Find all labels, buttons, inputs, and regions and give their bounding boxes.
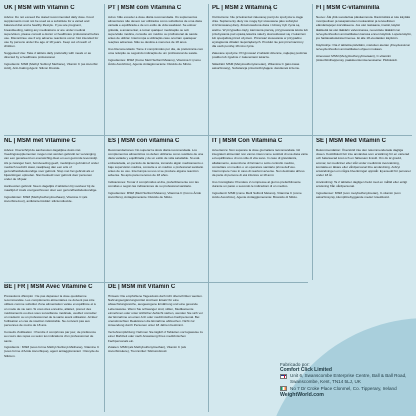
block-title: FI | MSM C-vitamiinilla bbox=[316, 5, 380, 11]
uk-address: Unit 6, Swanscombe Enterprise Centre, Ball & Ball Road, Swanscombe, Kent, TN14 5LJ, UK bbox=[290, 373, 407, 384]
usage-text: Användning: Ta 2 tabletter dagligen helst med en måltid eller enligt anvisning från vårdpersonal. bbox=[316, 179, 408, 189]
block-it bbox=[212, 138, 308, 280]
usage-text: Zalecane spożycie: Przyjmować 2 tabletki dziennie, najlepiej podczas posiłku lub zgodnie z zaleceniami lekarza. bbox=[212, 51, 308, 60]
manufacturer-info bbox=[280, 362, 412, 399]
advice-text: Recomendaciones: No superar la dosis diaria recomendada. Los complementos alimenticios no deben utilizarse como sustituto de una dieta variada y equilibrada y de un estilo de vida saludable. Si está embarazada, en período de lactancia, tomando algún medicamento o bajo supervisión médica, consulte a un médico o profesional sanitario antes de su uso. Interrumpa su uso si se produce alguna reacción adversa. No apto para menores de 18 años. bbox=[108, 148, 204, 178]
usage-text: Aanbevolen gebruik: Neem dagelijks 2 tabletten bij voorkeur bij de maaltijd of zoals voorgeschreven door een gezondheidsdeskundige. bbox=[4, 184, 98, 193]
row-divider bbox=[4, 135, 412, 136]
usage-text: Uso Consigliato: Prendere 2 compresse al giorno preferibilmente durante un pasto o secondo le indicazioni di un medico. bbox=[212, 179, 301, 189]
ingredients-text: Ingredients: MSM (Methyl Sulfonyl Methane), Vitamin C (as Ascorbic Acid), Anti-Caking Agent: Silicon Dioxide. bbox=[4, 62, 98, 71]
advice-text: Ostrzeżenie: Nie przekraczać zalecanej porcji do spożycia w ciągu dnia. Suplementy diety nie mogą być stosowane jako substytut zróżnicowanej diety. Zrównoważona dieta i zdrowy tryb życia są ważne. W przypadku ciąży, karmienia piersią, przyjmowania leków lub przebywania pod opieką lekarza należy skonsultować się z lekarzem lub specjalistą przed użyciem. Przerwać stosowanie w przypadku wystąpienia działań niepożądanych. Produkt nie jest przeznaczony dla osób poniżej 18 roku życia. bbox=[212, 15, 308, 49]
ingredients-text: Ingredientes: MSM (Como Metil Sulfonil Metano), Vitamina C (como Ácido Ascórbico), Agente Antiaglomerante: Dióxido de Silício. bbox=[108, 57, 201, 67]
ingredients-text: Ingrédients : MSM (sous forme Méthyl-Sulfonyl-Méthane), Vitamine C (sous forme d'Acide Ascorbique), agent antiagglomérant : Dioxyde de Silicium. bbox=[4, 345, 100, 358]
block-uk bbox=[4, 5, 100, 133]
block-de bbox=[108, 284, 204, 412]
manufacturer-label: Fabricado por: bbox=[280, 362, 310, 367]
block-be-fr bbox=[4, 284, 100, 412]
ingredients-text: Ainesosat: MSM (Metyylisulfonyylimetaani), C-vitamiini (Askorbiinihappona), paakkuuntumisenestoaine: Piidioksidi. bbox=[316, 53, 398, 62]
block-title: SE | MSM Med Vitamin C bbox=[316, 138, 386, 144]
usage-text: Conseils d'utilisation : Prendre 2 comprimés par jour, de préférence au cours des repas ou selon les indications d'un professionnel de santé. bbox=[4, 330, 97, 343]
block-title: PT | MSM com Vitamina C bbox=[108, 5, 182, 11]
advice-text: Advice: Do not exceed the stated recommended daily dose. Food supplements must not be used as a substitute for a varied and balanced diet and a healthy lifestyle. If you are pregnant, breastfeeding, taking any medications or are under medical supervision, please consult a doctor or healthcare professional before use. Discontinue use if any adverse reactions occur. Not intended for use by persons under the age of 18 years. Keep out of reach of children. bbox=[4, 15, 100, 49]
block-pt bbox=[108, 5, 204, 133]
company-name: Comfort Click Limited bbox=[280, 366, 332, 373]
block-fi bbox=[316, 5, 412, 133]
ie-address: No 7 Dr Croke Place Clonmel, Co. Tipperary, Ireland bbox=[290, 385, 397, 391]
block-title: ES | MSM con vitamina C bbox=[108, 138, 180, 144]
advice-text: Avvertenze: Non superare la dose giornaliera raccomandata. Gli integratori alimentari non vanno intesi come sostituti di una dieta varia ed equilibrata e di uno stile di vita sano. In caso di gravidanza, allattamento, assunzione di farmaci o sotto controllo medico, consultare un medico o un operatore sanitario prima dell'uso. Interrompere l'uso in caso di reazioni avverse. Non destinato all'uso da parte di persone di età inferiore ai 18 anni. bbox=[212, 148, 308, 178]
usage-text: Indicaciones: Tomar 2 comprimidos al día, preferiblemente con las comidas o según las indicaciones de su profesional sanitario. bbox=[108, 179, 199, 189]
block-pl bbox=[212, 5, 308, 133]
block-nl bbox=[4, 138, 100, 280]
advice-text: Rekommendation: Överskrid inte den rekommenderade dagliga dosen. Kosttillskott bör inte användas som ersättning för en varierad och balanserad kost och en hälsosam livsstil. Om du är gravid, ammar, tar mediciner eller står under medicinsk övervakning, kontakta en läkare eller vårdpersonal före användning. Avbryt användningen om några biverkningar uppstår. Ej avsedd för personer under 18 år. bbox=[316, 148, 411, 178]
website-link[interactable]: WeightWorld.com bbox=[280, 392, 324, 399]
ingredients-text: Składniki: MSM (Metylosulfonylometan), Witamina C (jako kwas askorbinowy), Substancja przeciwzbrylająca: dwutlenek krzemu. bbox=[212, 62, 301, 71]
advice-text: Advies: Overschrijd de aanbevolen dagelijkse dosis niet. Voedingssupplementen mogen niet worden gebruikt ter vervanging van een gevarieerd en evenwichtig dieet en een gezonde levensstijl. Als je zwanger bent, borstvoeding geeft, medicijnen gebruikt of onder medisch toezicht staat, raadpleeg dan een arts of gezondheidsdeskundige voor gebruik. Stop met het gebruik als er bijwerkingen optreden. Niet bedoeld voor gebruik door personen onder de 18 jaar. bbox=[4, 148, 99, 182]
usage-text: Suggested Use: Take 2 tablets daily preferably with meals or as directed by a healthcare professional. bbox=[4, 51, 91, 60]
ireland-flag-icon bbox=[280, 386, 287, 391]
usage-text: Verzehrempfehlung: Nehmen Sie täglich 2 Tabletten vorzugsweise zu einer Mahlzeit oder nach Anweisung Ihres medizinischen Fachpersonals ein. bbox=[108, 330, 204, 343]
column-divider bbox=[208, 4, 209, 412]
ingredients-text: Ingrediënten: MSM (Methylsulfonylmethaan), Vitamine C (als Ascorbinezuur), antiklontermiddel: siliciumdioxide. bbox=[4, 195, 88, 204]
uk-address-row bbox=[280, 373, 412, 384]
block-title: BE | FR | MSM Avec Vitamine C bbox=[4, 284, 93, 290]
block-title: DE | MSM mit Vitamin C bbox=[108, 284, 176, 290]
block-title: PL | MSM z Witaminą C bbox=[212, 5, 278, 11]
block-se bbox=[316, 138, 412, 280]
row-divider bbox=[4, 282, 308, 283]
advice-text: Neuvo: Älä ylitä suositeltua päiväannosta. Ravintolisiä ei tule käyttää monipuolisen ja tasapainoisen ruokavalion ja terveellisten elämäntapojen korvikkeena. Jos olet raskaana, imetät, käytät lääkkeitä tai olet lääkärin valvonnassa, neuvottele lääkärin tai terveydenhuollon ammattilaisen kanssa ennen käyttöä. Lopeta käyttö, jos haittavaikutuksia ilmenee. Ei alle 18-vuotiaiden käyttöön. bbox=[316, 15, 412, 41]
block-title: NL | MSM met Vitamine C bbox=[4, 138, 76, 144]
advice-text: Hinweis: Die empfohlene Tagesdosis darf nicht überschritten werden. Nahrungsergänzungsmittel sind kein Ersatz für eine abwechslungsreiche, ausgewogene Ernährung und eine gesunde Lebensweise. Wenn Sie schwanger sind, stillen, Medikamente einnehmen oder unter ärztlicher Aufsicht stehen, wenden Sie sich vor der Einnahme an einen Arzt oder medizinisches Fachpersonal. Bei unerwünschten Reaktionen die Einnahme abbrechen. Nicht zur Anwendung durch Personen unter 18 Jahren bestimmt. bbox=[108, 294, 203, 328]
uk-flag-icon bbox=[280, 374, 287, 379]
block-es bbox=[108, 138, 204, 280]
ingredients-text: Zutaten: MSM (als Methylsulfonylmethan), Vitamin C (als Ascorbinsäure), Trennmittel: Siliciumdioxid. bbox=[108, 345, 187, 354]
block-title: UK | MSM with Vitamin C bbox=[4, 5, 75, 11]
ingredients-text: Ingredientes: MSM (Metil Sulfonil Metano), Vitamina C (Como Ácido Ascórbico), Antiaglomerante: Dióxido de Silicio. bbox=[108, 190, 202, 200]
advice-text: Précautions d'Emploi : Ne pas dépasser la dose quotidienne recommandée. Les compléments alimentaires ne doivent pas être utilisés comme substitut d'une alimentation variée et équilibrée et à un mode de vie sain. Si vous êtes enceinte, allaitez, prenez des médicaments ou êtes sous surveillance médicale, veuillez consulter un médecin ou un professionnel de la santé avant utilisation. Arrêtez l'utilisation en cas de réaction indésirable. Ne convient pas aux personnes de moins de 18 ans. bbox=[4, 294, 98, 328]
advice-text: Aviso: Não exceder a dose diária recomendada. Os suplementos alimentares não devem ser utilizados como substitutos de uma dieta variada e equilibrada e de um estilo de vida saudável. Se estiver grávida, a amamentar, a tomar qualquer medicação ou sob supervisão médica, consulte um médico ou profissional de saúde antes de utilizar. Interrompa a utilização caso ocorram quaisquer reações adversas. Não se destina a menores de 18 anos. bbox=[108, 15, 202, 45]
usage-text: Uso Recomendado: Tome 2 comprimidos por dia, de preferência com uma refeição ou seguindo indicação de um profissional de saúde. bbox=[108, 46, 204, 56]
column-divider bbox=[312, 4, 313, 280]
column-divider bbox=[104, 4, 105, 412]
block-title: IT | MSM Con Vitamina C bbox=[212, 138, 283, 144]
ingredients-text: Ingredienti: MSM (come Metil Sulfonil Metano), Vitamina C (come Acido Ascorbico), Agente Antiagglomerante: Biossido di Silicio. bbox=[212, 190, 302, 200]
ingredients-text: Ingredienser: MSM (som metylsulfonylmetan), C-vitamin (som askorbinsyra), klumpförebyggande medel: kiseldioxid. bbox=[316, 190, 401, 200]
usage-text: Käyttöohje: Ota 2 tablettia päivittäin, mieluiten aterian yhteydessä tai terveydenhuollon ammattilaisen ohjeen mukaan. bbox=[316, 42, 410, 51]
ie-address-row bbox=[280, 386, 412, 392]
